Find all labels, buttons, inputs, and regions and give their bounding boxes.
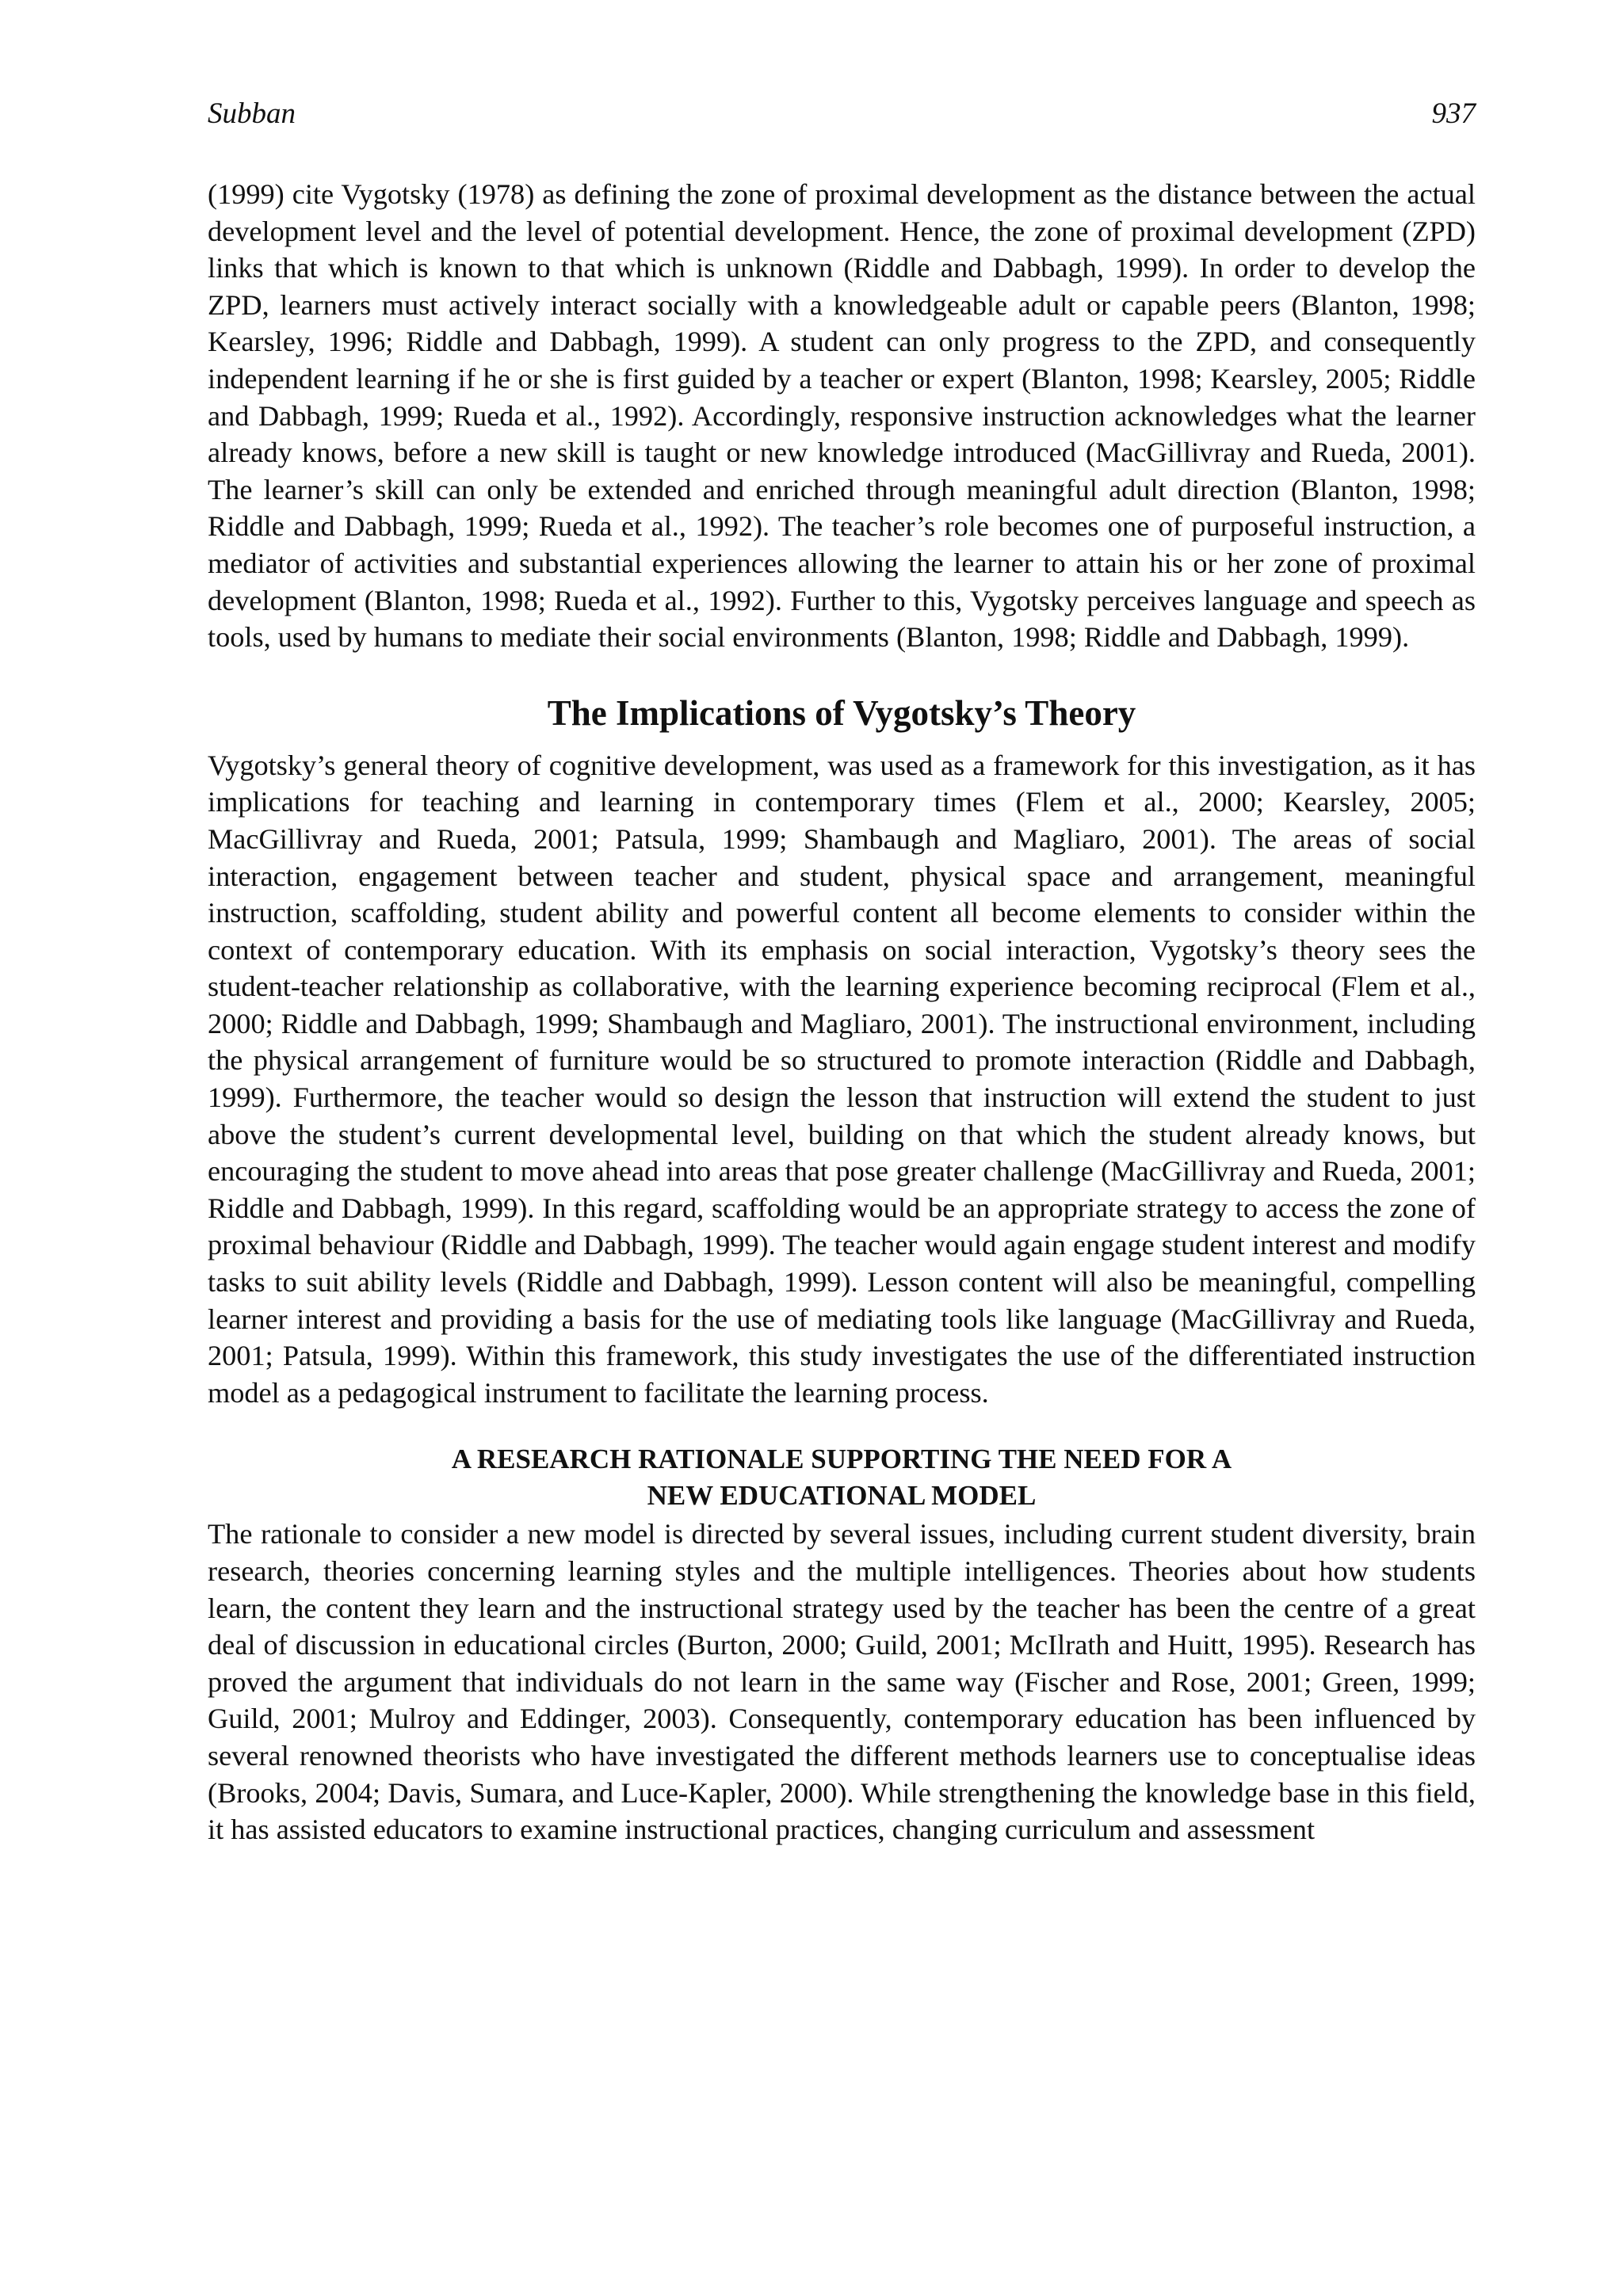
running-header-author: Subban xyxy=(208,97,296,130)
page-number: 937 xyxy=(1431,97,1476,130)
paragraph-implications: Vygotsky’s general theory of cognitive development, was used as a framework for this investigation, as it has implications for teaching and learning in contemporary times (Flem et al., 2000; Kearsley, 2005; MacGillivray and Rueda, 2001; Patsula, 1999; Shambaugh and Magliaro, 2001). The areas of social interaction, engagement between teacher and student, physical space and arrangement, meaningful instruction, scaffolding, student ability and powerful content all become elements to consider within the context of contemporary education. With its emphasis on social interaction, Vygotsky’s theory sees the student-teacher relationship as collaborative, with the learning experience becoming reciprocal (Flem et al., 2000; Riddle and Dabbagh, 1999; Shambaugh and Magliaro, 2001). The instructional environment, including the physical arrangement of furniture would be so structured to promote interaction (Riddle and Dabbagh, 1999). Furthermore, the teacher would so design the lesson that instruction will extend the student to just above the student’s current developmental level, building on that which the student already knows, but encouraging the student to move ahead into areas that pose greater challenge (MacGillivray and Rueda, 2001; Riddle and Dabbagh, 1999). In this regard, scaffolding would be an appropriate strategy to access the zone of proximal behaviour (Riddle and Dabbagh, 1999). The teacher would again engage student interest and modify tasks to suit ability levels (Riddle and Dabbagh, 1999). Lesson content will also be meaningful, compelling learner interest and providing a basis for the use of mediating tools like language (MacGillivray and Rueda, 2001; Patsula, 1999). Within this framework, this study investigates the use of the differentiated instruction model as a pedagogical instrument to facilitate the learning process. xyxy=(208,749,1476,1409)
running-header xyxy=(208,87,1476,135)
page xyxy=(208,87,1476,1848)
paragraph-rationale: The rationale to consider a new model is directed by several issues, including current student diversity, brain research, theories concerning learning styles and the multiple intelligences. Theories about how students learn, the content they learn and the instructional strategy used by the teacher has been the centre of a great deal of discussion in educational circles (Burton, 2000; Guild, 2001; McIlrath and Huitt, 1995). Research has proved the argument that individuals do not learn in the same way (Fischer and Rose, 2001; Green, 1999; Guild, 2001; Mulroy and Eddinger, 2003). Consequently, contemporary education has been influenced by several renowned theorists who have investigated the different methods learners use to conceptualise ideas (Brooks, 2004; Davis, Sumara, and Luce-Kapler, 2000). While strengthening the knowledge base in this field, it has assisted educators to examine instructional practices, changing curriculum and assessment xyxy=(208,1518,1476,1846)
section-heading-implications: The Implications of Vygotsky’s Theory xyxy=(547,692,1136,733)
section-heading-line-2: NEW EDUCATIONAL MODEL xyxy=(647,1480,1037,1512)
section-heading-research-rationale xyxy=(208,1441,1476,1514)
section-heading-line-1: A RESEARCH RATIONALE SUPPORTING THE NEED FOR A xyxy=(451,1444,1232,1475)
paragraph-zpd: (1999) cite Vygotsky (1978) as defining the zone of proximal development as the distance between the actual development level and the level of potential development. Hence, the zone of proximal development (ZPD) links that which is known to that which is unknown (Riddle and Dabbagh, 1999). In order to develop the ZPD, learners must actively interact socially with a knowledgeable adult or capable peers (Blanton, 1998; Kearsley, 1996; Riddle and Dabbagh, 1999). A student can only progress to the ZPD, and consequently independent learning if he or she is first guided by a teacher or expert (Blanton, 1998; Kearsley, 2005; Riddle and Dabbagh, 1999; Rueda et al., 1992). Accordingly, responsive instruction acknowledges what the learner already knows, before a new skill is taught or new knowledge introduced (MacGillivray and Rueda, 2001). The learner’s skill can only be extended and enriched through meaningful adult direction (Blanton, 1998; Riddle and Dabbagh, 1999; Rueda et al., 1992). The teacher’s role becomes one of purposeful instruction, a mediator of activities and substantial experiences allowing the learner to attain his or her zone of proximal development (Blanton, 1998; Rueda et al., 1992). Further to this, Vygotsky perceives language and speech as tools, used by humans to mediate their social environments (Blanton, 1998; Riddle and Dabbagh, 1999). xyxy=(208,178,1476,654)
